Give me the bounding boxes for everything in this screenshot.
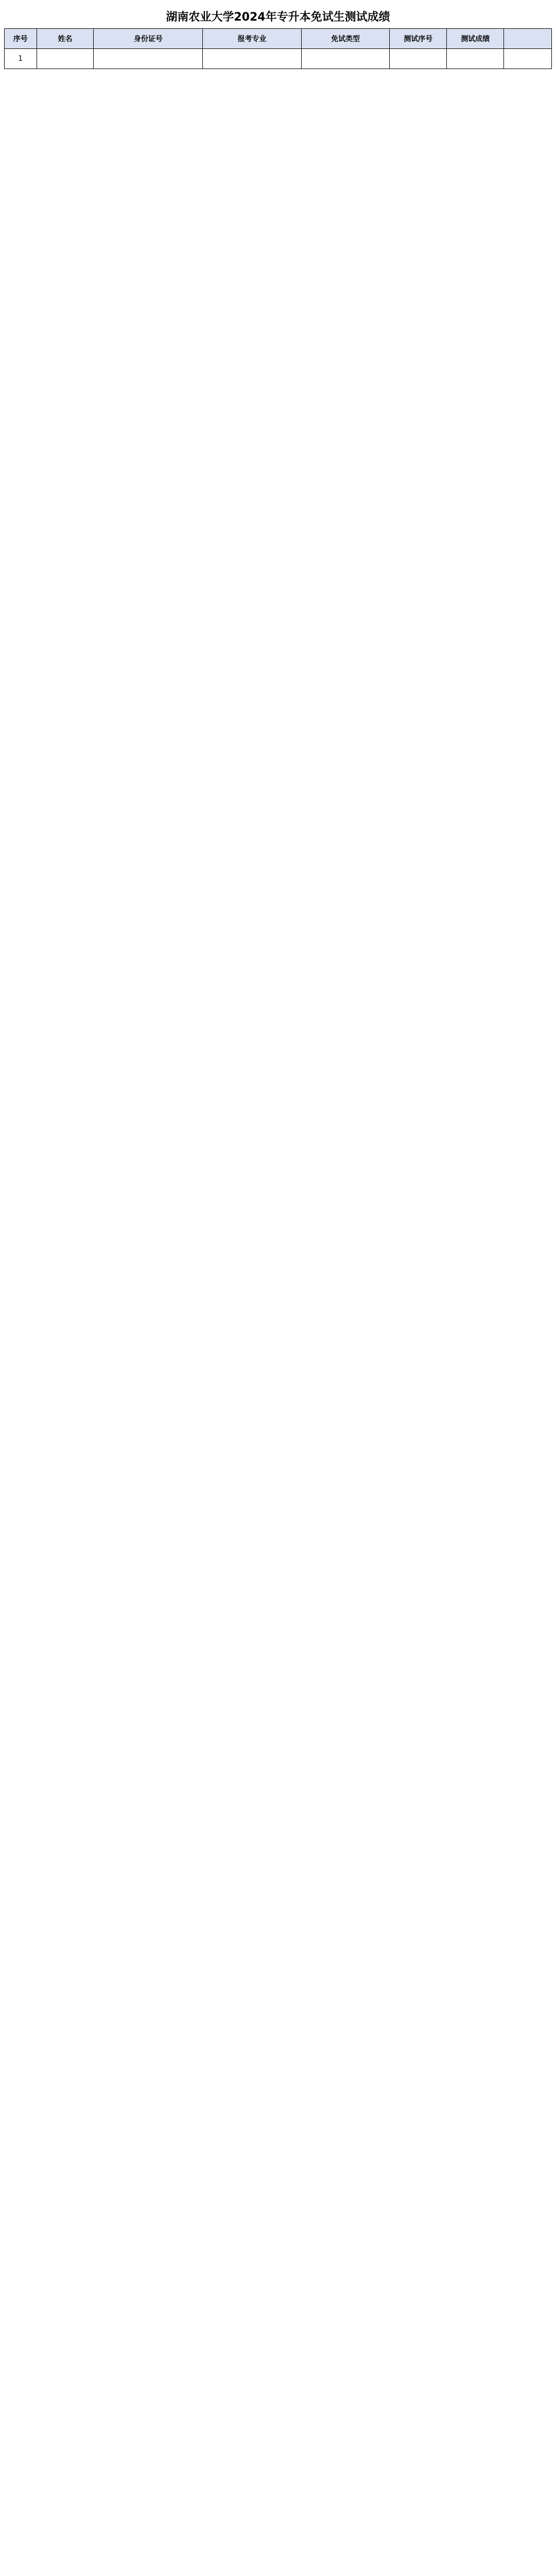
cell-extra <box>504 49 552 69</box>
header-test-number: 测试序号 <box>390 29 447 49</box>
cell-score <box>447 49 504 69</box>
header-major: 报考专业 <box>203 29 302 49</box>
header-score: 测试成绩 <box>447 29 504 49</box>
header-extra <box>504 29 552 49</box>
header-name: 姓名 <box>37 29 94 49</box>
table-header <box>5 29 552 49</box>
cell-id-number <box>94 49 203 69</box>
document-page <box>0 0 556 72</box>
header-exempt-type: 免试类型 <box>301 29 389 49</box>
header-id-number: 身份证号 <box>94 29 203 49</box>
cell-index: 1 <box>5 49 37 69</box>
cell-name <box>37 49 94 69</box>
cell-test-number <box>390 49 447 69</box>
results-table <box>4 28 552 69</box>
header-row <box>5 29 552 49</box>
header-index: 序号 <box>5 29 37 49</box>
table-body <box>5 49 552 69</box>
cell-exempt-type <box>301 49 389 69</box>
cell-major <box>203 49 302 69</box>
document-title: 湖南农业大学2024年专升本免试生测试成绩 <box>166 11 390 24</box>
table-row <box>5 49 552 69</box>
